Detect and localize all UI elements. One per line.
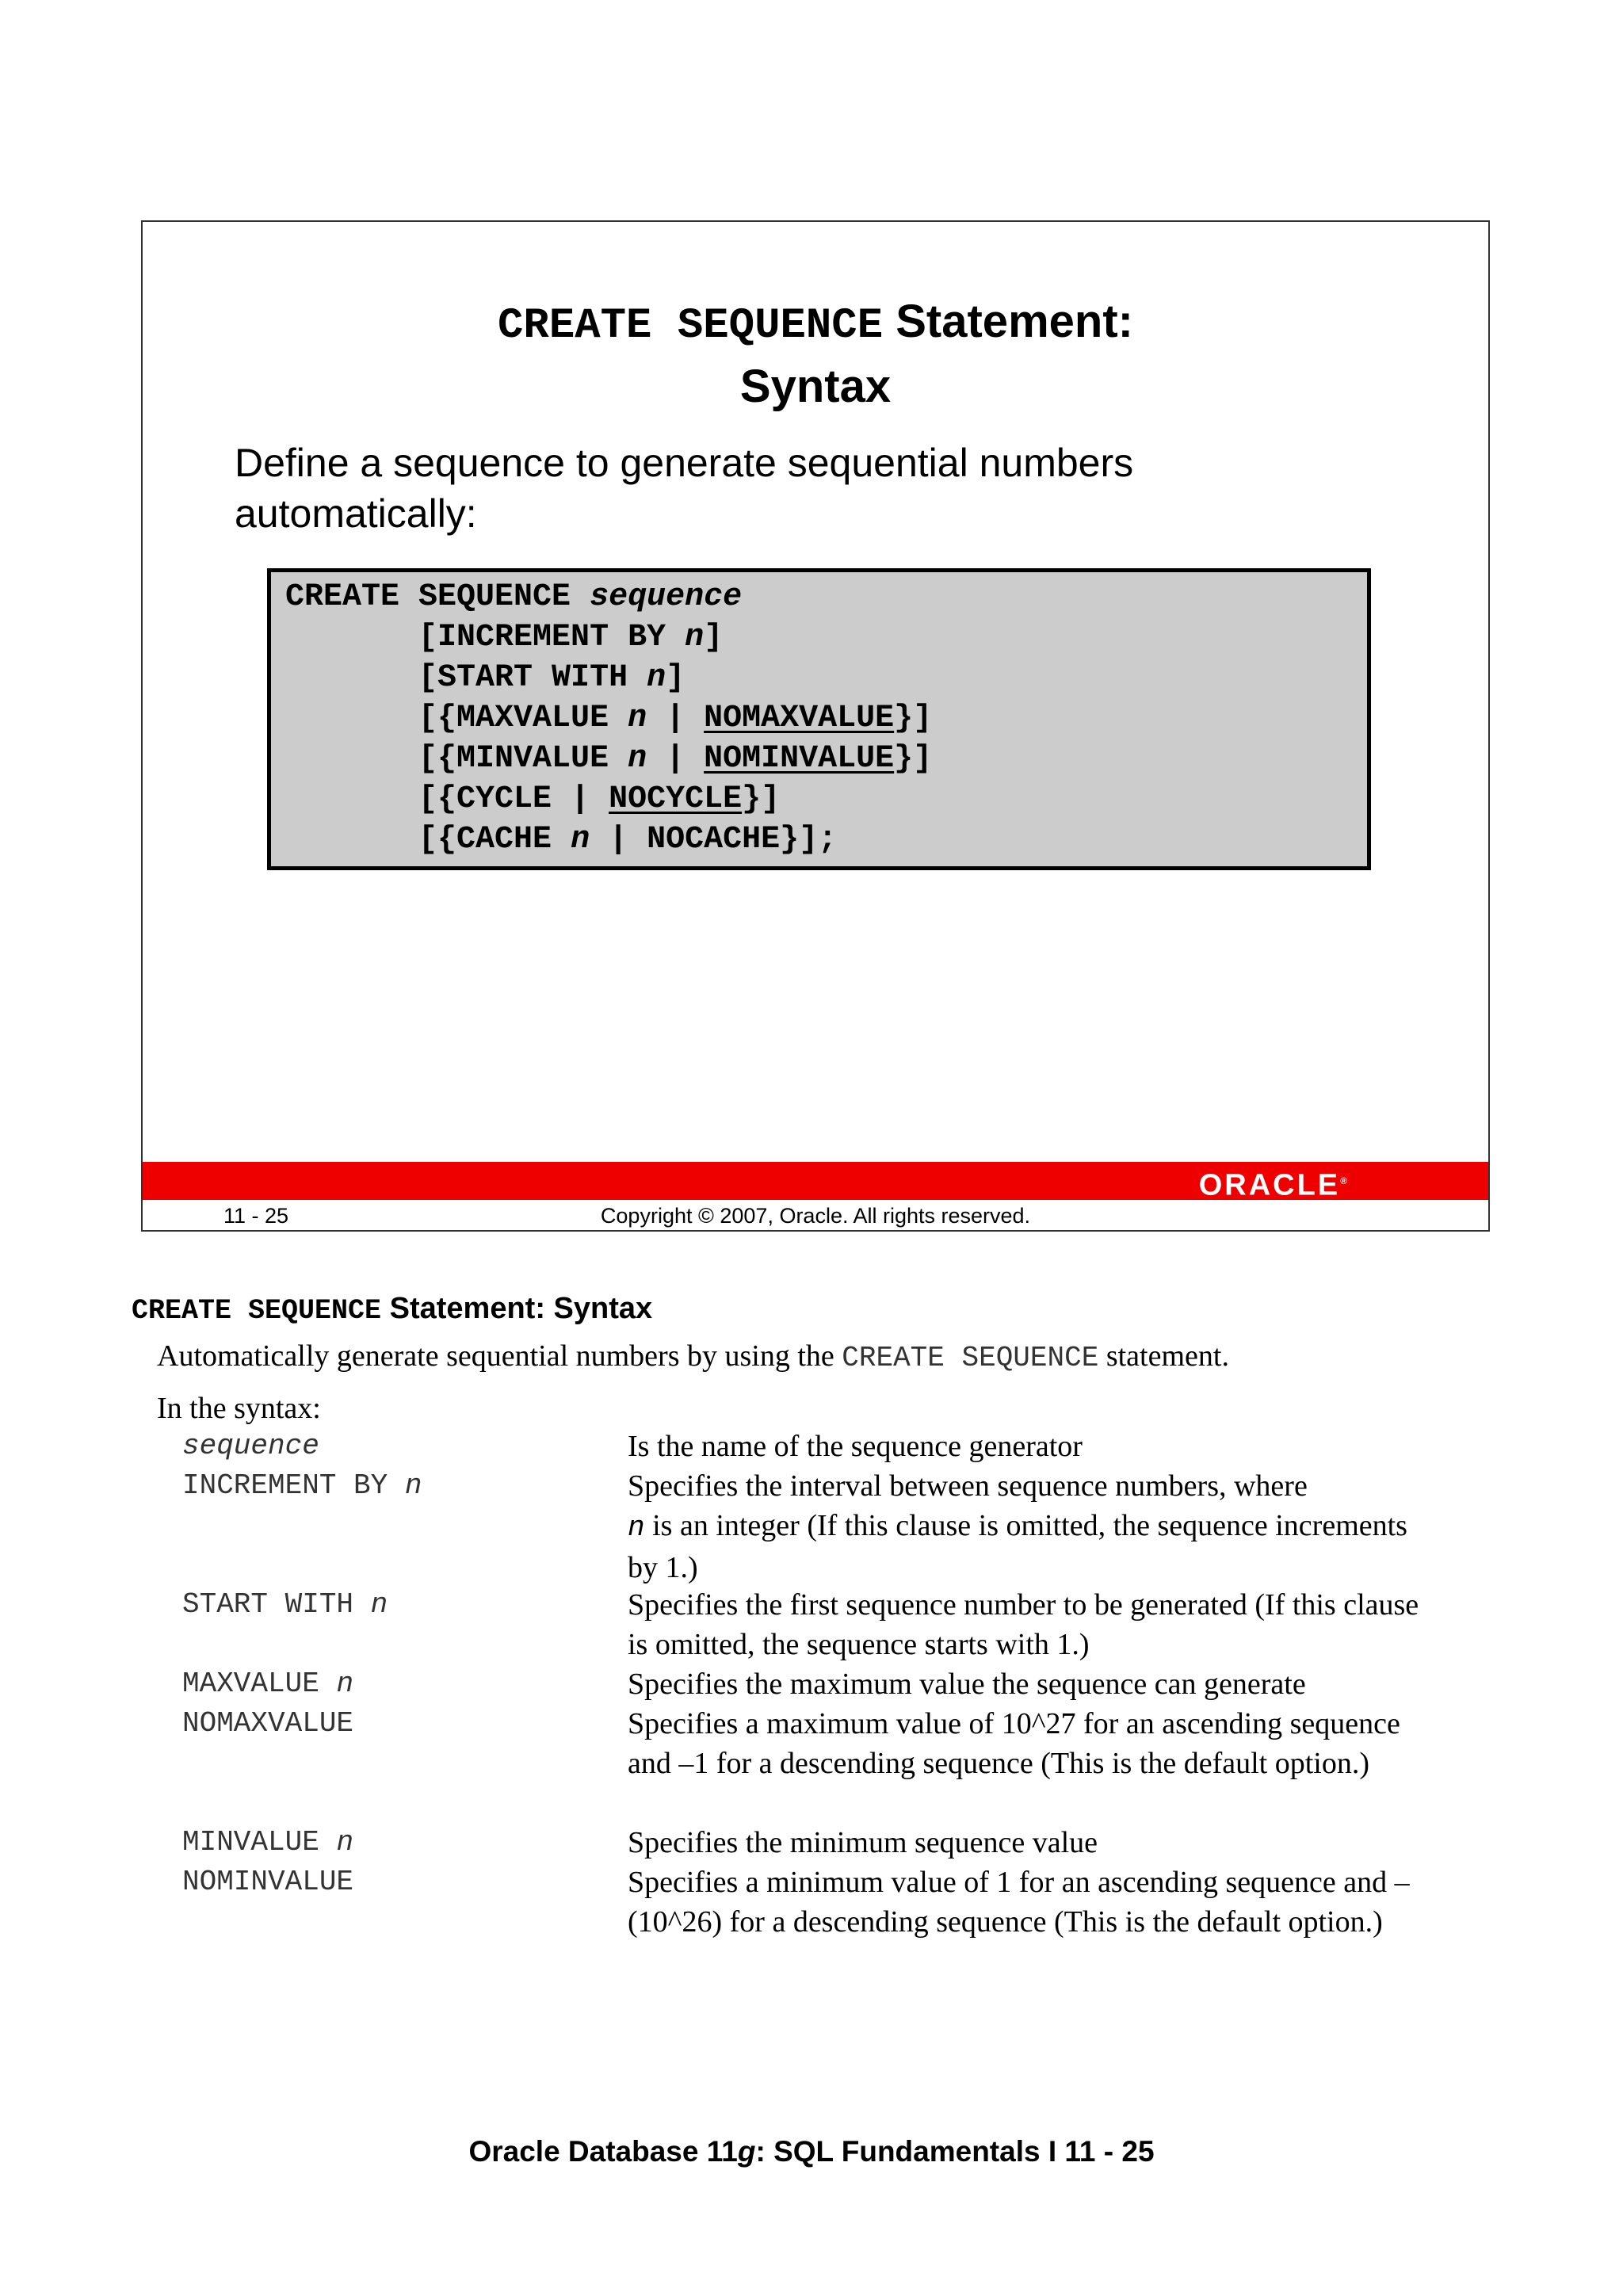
def-text: is an integer (If this clause is omitted, the sequence increments by 1.) <box>628 1509 1407 1584</box>
syntax-code-box <box>267 568 1371 870</box>
term-sequence <box>182 1427 319 1466</box>
code-line-4 <box>285 698 1367 739</box>
code-text: }] <box>894 701 933 736</box>
def-start-with: Specifies the first sequence number to be generated (If this clause is omitted, the sequence starts with 1.) <box>628 1588 1419 1661</box>
def-nominvalue: Specifies a minimum value of 1 for an ascending sequence and –(10^26) for a descending sequence (This is the default option.) <box>628 1866 1410 1939</box>
notes-intro <box>157 1336 1229 1378</box>
slide-frame <box>141 220 1490 1232</box>
footer-text: : SQL Fundamentals I 11 - 25 <box>755 2135 1155 2168</box>
code-variable: n <box>647 660 666 696</box>
code-line-1 <box>285 577 1367 617</box>
slide-title-text: Statement: <box>883 296 1133 347</box>
term-variable: n <box>336 1826 354 1859</box>
term-nomaxvalue: NOMAXVALUE <box>182 1707 354 1740</box>
def-increment-by <box>628 1466 1444 1587</box>
footer-text: g <box>737 2135 756 2168</box>
code-text: [INCREMENT BY <box>285 620 685 655</box>
intro-text: Automatically generate sequential numbers by using the <box>157 1339 842 1373</box>
term-variable: n <box>370 1588 388 1621</box>
code-line-5 <box>285 739 1367 779</box>
def-maxvalue: Specifies the maximum value the sequence can generate <box>628 1668 1306 1701</box>
term-maxvalue <box>182 1664 353 1704</box>
def-nomaxvalue: Specifies a maximum value of 10^27 for an ascending sequence and –1 for a descending sequence (This is the default option.) <box>628 1707 1400 1780</box>
code-variable: n <box>628 701 647 736</box>
code-line-6 <box>285 779 1367 819</box>
code-text: }] <box>894 741 933 777</box>
code-text: | <box>647 701 705 736</box>
code-default-option: NOMAXVALUE <box>704 701 895 736</box>
code-line-7 <box>285 819 1367 860</box>
code-variable: n <box>685 620 705 655</box>
page-footer <box>0 2132 1623 2172</box>
code-text: | NOCACHE}]; <box>590 822 838 858</box>
term-start-with <box>182 1585 388 1625</box>
code-text: [{MINVALUE <box>285 741 628 777</box>
slide-description: Define a sequence to generate sequential numbers automatically: <box>235 441 1134 536</box>
notes-heading <box>132 1289 652 1331</box>
slide-footer <box>143 1200 1488 1232</box>
slide-footer-bar <box>143 1162 1488 1200</box>
code-default-option: NOMINVALUE <box>704 741 895 777</box>
term-text: sequence <box>182 1430 319 1462</box>
code-variable: sequence <box>590 579 743 615</box>
term-variable: n <box>336 1668 354 1700</box>
slide-title-line2: Syntax <box>739 361 892 412</box>
syntax-label: In the syntax: <box>157 1392 321 1425</box>
intro-code: CREATE SEQUENCE <box>842 1342 1099 1374</box>
code-text: [{CACHE <box>285 822 571 858</box>
notes-heading-code: CREATE SEQUENCE <box>132 1295 382 1327</box>
code-keyword: CREATE SEQUENCE <box>285 579 590 615</box>
code-text: ] <box>666 660 685 696</box>
slide-title <box>143 292 1488 417</box>
def-text: Specifies the interval between sequence numbers, where <box>628 1469 1308 1503</box>
def-sequence: Is the name of the sequence generator <box>628 1430 1083 1463</box>
slide-number: 11 - 25 <box>223 1204 289 1228</box>
code-text: [{CYCLE | <box>285 781 609 817</box>
def-minvalue: Specifies the minimum sequence value <box>628 1826 1098 1859</box>
term-nominvalue: NOMINVALUE <box>182 1866 354 1898</box>
code-line-3 <box>285 658 1367 698</box>
term-text: MINVALUE <box>182 1826 337 1859</box>
slide-title-code: CREATE SEQUENCE <box>498 302 884 350</box>
term-minvalue <box>182 1823 353 1862</box>
code-text: }] <box>742 781 781 817</box>
notes-heading-text: Statement: Syntax <box>381 1292 653 1325</box>
term-text: INCREMENT BY <box>182 1469 405 1502</box>
code-text: ] <box>704 620 724 655</box>
term-text: MAXVALUE <box>182 1668 337 1700</box>
code-default-option: NOCYCLE <box>609 781 743 817</box>
term-text: START WITH <box>182 1588 371 1621</box>
code-text: [{MAXVALUE <box>285 701 628 736</box>
oracle-logo: ORACLE® <box>1198 1168 1347 1202</box>
def-variable: n <box>628 1511 645 1544</box>
footer-text: Oracle Database 11 <box>468 2135 738 2168</box>
term-variable: n <box>404 1469 422 1502</box>
code-line-2 <box>285 617 1367 658</box>
intro-text: statement. <box>1098 1339 1229 1373</box>
term-increment-by <box>182 1466 422 1506</box>
code-variable: n <box>571 822 590 858</box>
oracle-logo-text: ORACLE <box>1198 1168 1341 1202</box>
code-text: | <box>647 741 705 777</box>
copyright-notice: Copyright © 2007, Oracle. All rights reserved. <box>600 1204 1031 1228</box>
code-text: [START WITH <box>285 660 647 696</box>
code-variable: n <box>628 741 647 777</box>
